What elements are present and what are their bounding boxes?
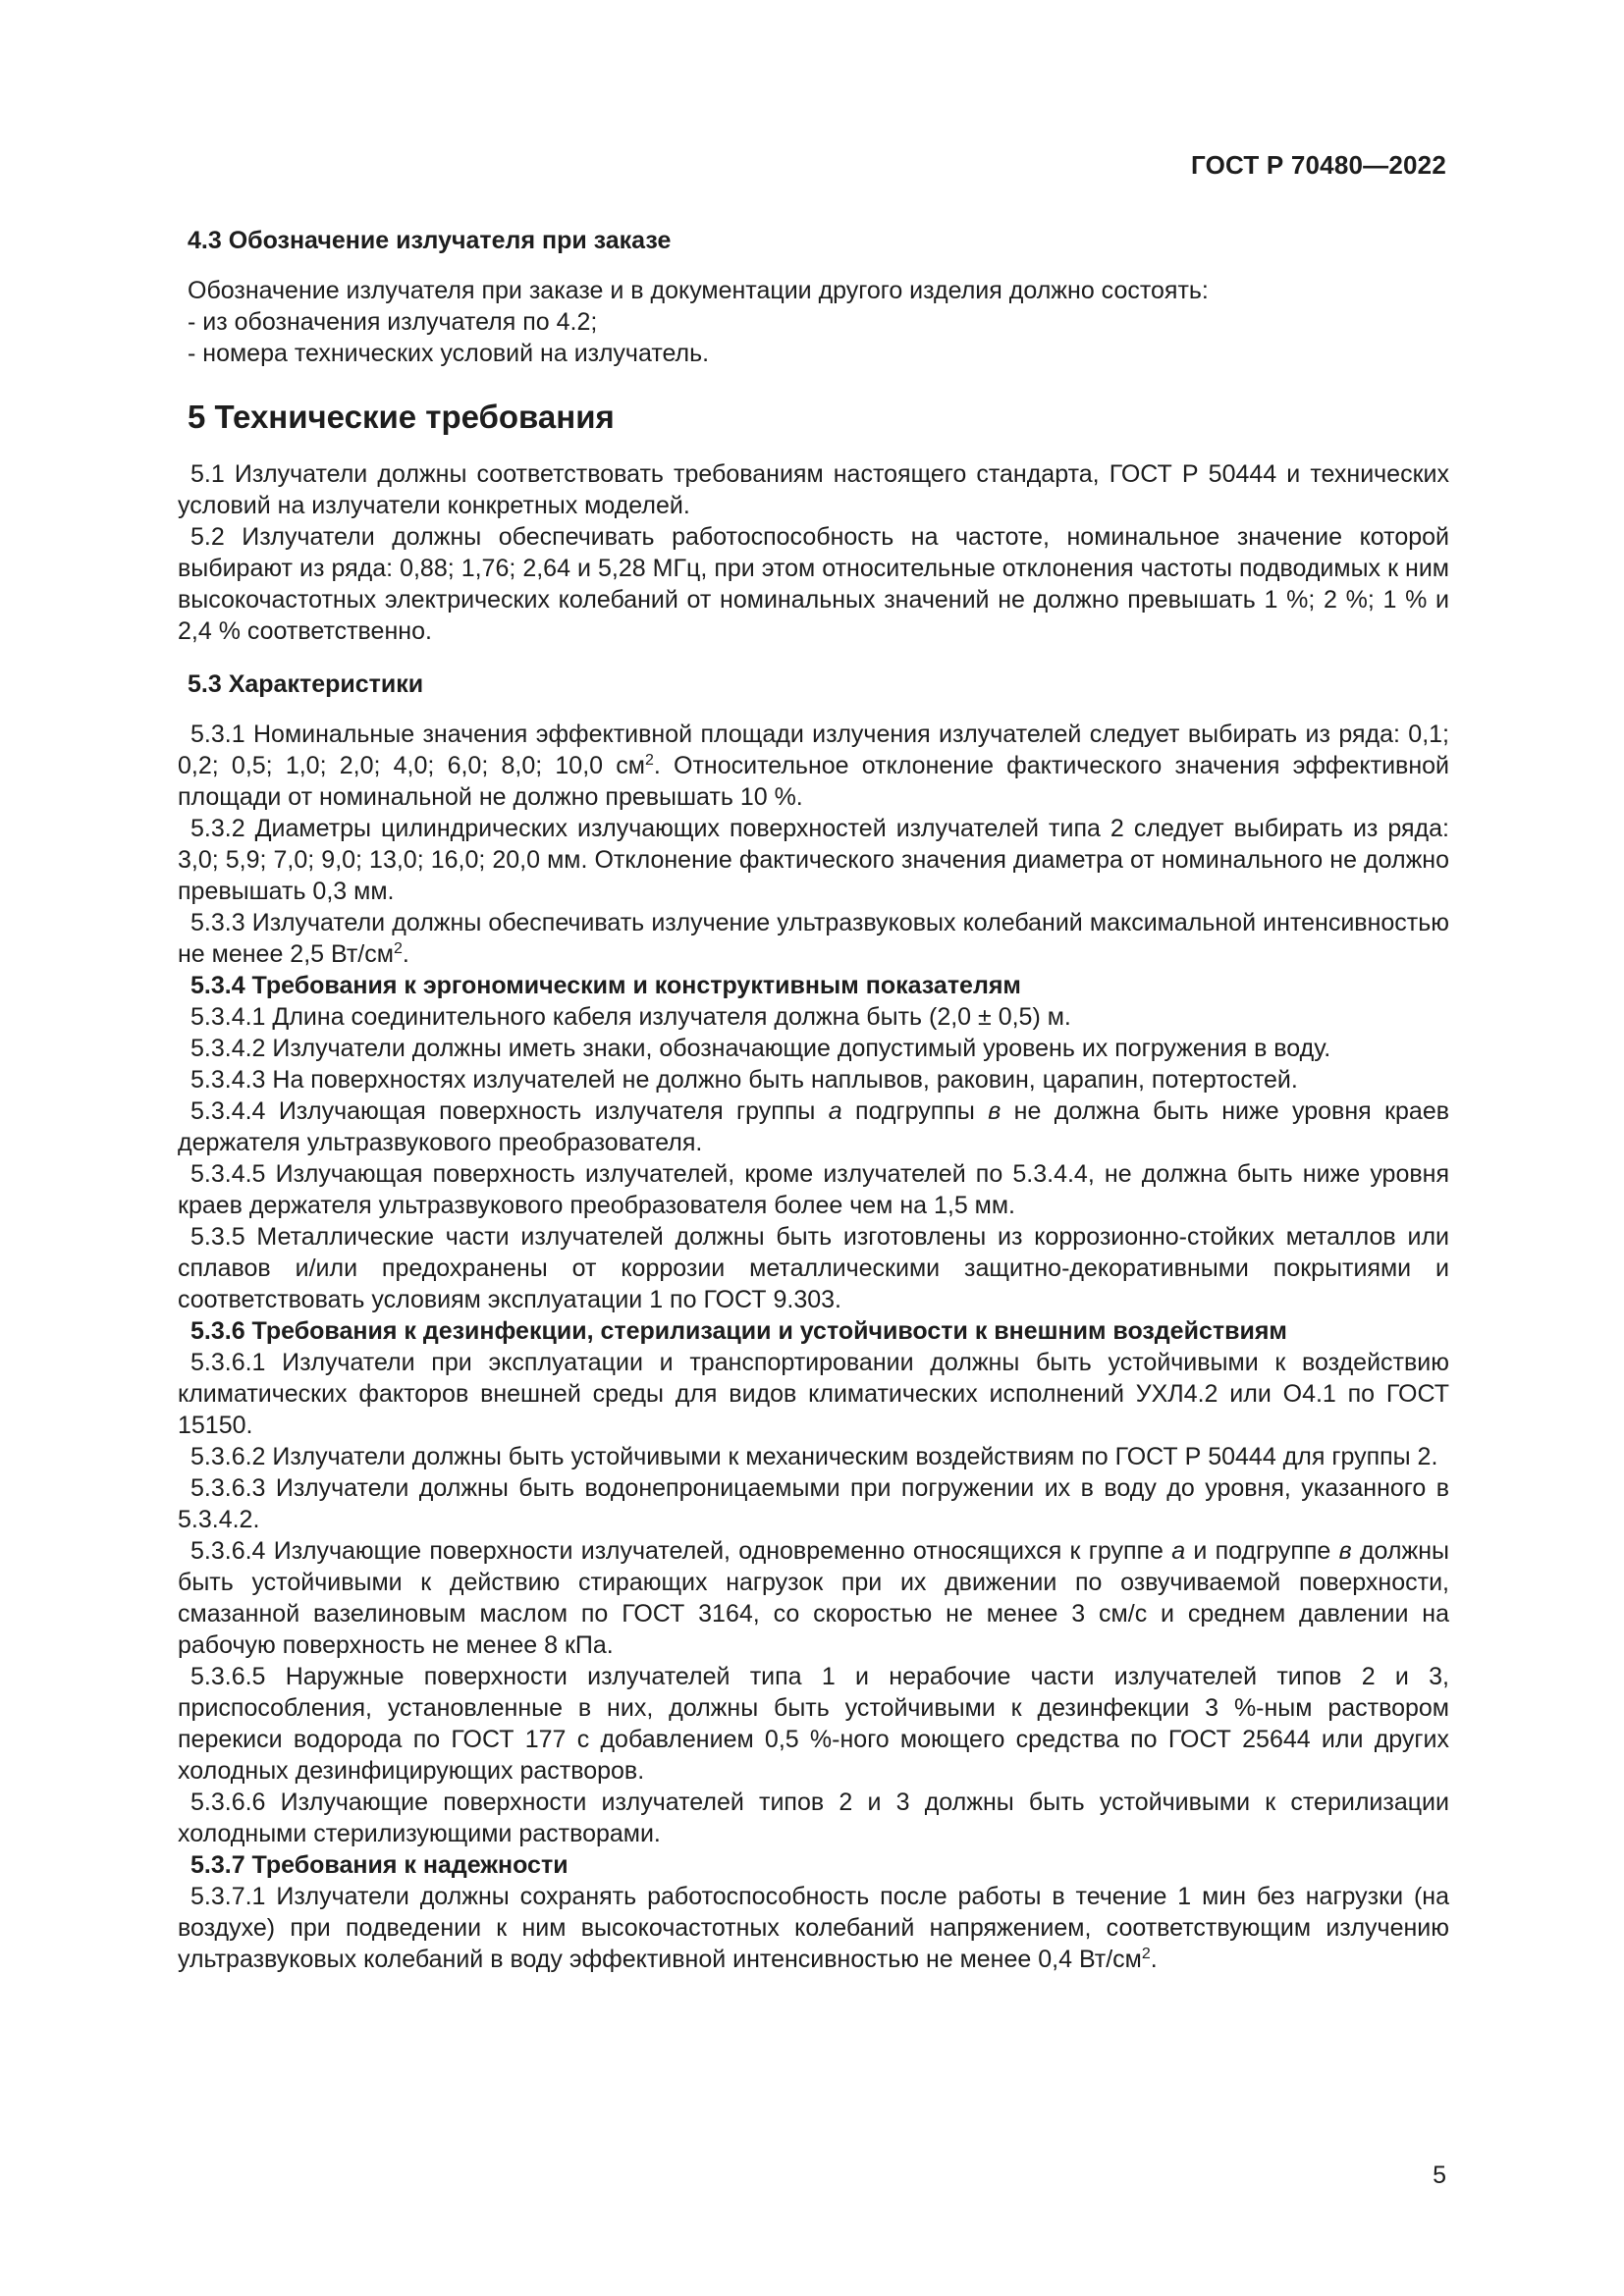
paragraph-text: .: [1150, 1946, 1158, 1973]
paragraph-5-3-6-1: 5.3.6.1 Излучатели при эксплуатации и транспортировании должны быть устойчивыми к воздействию климатических факторов внешней среды для видов климатических исполнений УХЛ4.2 или О4.1 по ГОСТ 15150.: [178, 1349, 1449, 1439]
page-content: [178, 225, 1449, 1975]
superscript: 2: [393, 940, 403, 957]
paragraph-5-3-4-2: 5.3.4.2 Излучатели должны иметь знаки, обозначающие допустимый уровень их погружения в воду.: [190, 1035, 1331, 1062]
paragraph-text: не должна быть ниже уровня краев держателя ультразвукового преобразователя.: [178, 1097, 1450, 1156]
paragraph-text: подгруппы: [841, 1097, 989, 1125]
section-5-3-6-heading: 5.3.6 Требования к дезинфекции, стерилизации и устойчивости к внешним воздействиям: [190, 1317, 1287, 1345]
paragraph-5-3-6-2: 5.3.6.2 Излучатели должны быть устойчивыми к механическим воздействиям по ГОСТ Р 50444 для группы 2.: [190, 1443, 1438, 1470]
document-code: ГОСТ Р 70480—2022: [1191, 150, 1446, 180]
section-5-3-7-heading: 5.3.7 Требования к надежности: [190, 1851, 568, 1879]
paragraph-5-3-4-4: [178, 1095, 1449, 1158]
section-5-3-heading: 5.3 Характеристики: [188, 670, 424, 698]
paragraph-5-3-4-5: 5.3.4.5 Излучающая поверхность излучателей, кроме излучателей по 5.3.4.4, не должна быть ниже уровня краев держателя ультразвукового преобразователя более чем на 1,5 мм.: [178, 1160, 1449, 1219]
italic-letter: а: [1171, 1537, 1186, 1565]
paragraph-5-3-3: [178, 907, 1449, 970]
paragraph-text: 5.3.3 Излучатели должны обеспечивать излучение ультразвуковых колебаний максимальной интенсивностью не менее 2,5 Вт/см: [178, 909, 1449, 968]
paragraph-text: и подгруппе: [1185, 1537, 1339, 1565]
italic-letter: а: [828, 1097, 842, 1125]
paragraph-text: должны быть устойчивыми к действию стирающих нагрузок при их движении по озвучиваемой поверхности, смазанной вазелиновым маслом по ГОСТ 3164, со скоростью не менее 3 см/с и среднем давлении на рабочую поверхность не менее 8 кПа.: [178, 1537, 1449, 1659]
paragraph-5-3-2: 5.3.2 Диаметры цилиндрических излучающих поверхностей излучателей типа 2 следует выбирать из ряда: 3,0; 5,9; 7,0; 9,0; 13,0; 16,0; 20,0 мм. Отклонение фактического значения диаметра от номинального не должно превышать 0,3 мм.: [178, 815, 1449, 905]
paragraph-text: 5.3.6.4 Излучающие поверхности излучателей, одновременно относящихся к группе: [190, 1537, 1172, 1565]
paragraph-5-3-1: [178, 719, 1449, 813]
superscript: 2: [1141, 1946, 1151, 1962]
paragraph-text: .: [402, 940, 409, 968]
paragraph-5-1: 5.1 Излучатели должны соответствовать требованиям настоящего стандарта, ГОСТ Р 50444 и технических условий на излучатели конкретных моделей.: [178, 460, 1449, 519]
section-5-heading: 5 Технические требования: [188, 399, 615, 435]
paragraph-5-3-4-1: 5.3.4.1 Длина соединительного кабеля излучателя должна быть (2,0 ± 0,5) м.: [190, 1003, 1071, 1031]
section-5-3-4-heading: 5.3.4 Требования к эргономическим и конструктивным показателям: [190, 972, 1021, 999]
italic-letter: в: [988, 1097, 1001, 1125]
paragraph-5-2: 5.2 Излучатели должны обеспечивать работоспособность на частоте, номинальное значение которой выбирают из ряда: 0,88; 1,76; 2,64 и 5,28 МГц, при этом относительные отклонения частоты подводимых к ним высокочастотных электрических колебаний от номинальных значений не должно превышать 1 %; 2 %; 1 % и 2,4 % соответственно.: [178, 523, 1449, 645]
paragraph-5-3-6-6: 5.3.6.6 Излучающие поверхности излучателей типов 2 и 3 должны быть устойчивыми к стерилизации холодными стерилизующими растворами.: [178, 1789, 1449, 1847]
paragraph-5-3-6-3: 5.3.6.3 Излучатели должны быть водонепроницаемыми при погружении их в воду до уровня, указанного в 5.3.4.2.: [178, 1474, 1449, 1533]
list-item: - номера технических условий на излучатель.: [188, 340, 710, 367]
paragraph-5-3-5: 5.3.5 Металлические части излучателей должны быть изготовлены из коррозионно-стойких металлов или сплавов и/или предохранены от коррозии металлическими защитно-декоративными покрытиями и соответствовать условиям эксплуатации 1 по ГОСТ 9.303.: [178, 1223, 1449, 1313]
section-4-3-heading: 4.3 Обозначение излучателя при заказе: [188, 227, 672, 254]
paragraph-text: 5.3.4.4 Излучающая поверхность излучателя группы: [190, 1097, 829, 1125]
paragraph-5-3-6-5: 5.3.6.5 Наружные поверхности излучателей типа 1 и нерабочие части излучателей типов 2 и 3, приспособления, установленные в них, должны быть устойчивыми к дезинфекции 3 %-ным раствором перекиси водорода по ГОСТ 177 с добавлением 0,5 %-ного моющего средства по ГОСТ 25644 или других холодных дезинфицирующих растворов.: [178, 1663, 1449, 1785]
section-4-3-intro: Обозначение излучателя при заказе и в документации другого изделия должно состоять:: [188, 277, 1209, 304]
page-number: 5: [1433, 2162, 1446, 2189]
paragraph-5-3-4-3: 5.3.4.3 На поверхностях излучателей не должно быть наплывов, раковин, царапин, потертостей.: [190, 1066, 1298, 1094]
paragraph-text: 5.3.7.1 Излучатели должны сохранять работоспособность после работы в течение 1 мин без нагрузки (на воздухе) при подведении к ним высокочастотных колебаний напряжением, соответствующим излучению ультразвуковых колебаний в воду эффективной интенсивностью не менее 0,4 Вт/см: [178, 1883, 1449, 1973]
italic-letter: в: [1338, 1537, 1352, 1565]
paragraph-5-3-6-4: [178, 1535, 1449, 1661]
paragraph-text: 5.3.1 Номинальные значения эффективной площади излучения излучателей следует выбирать из ряда: 0,1; 0,2; 0,5; 1,0; 2,0; 4,0; 6,0; 8,0; 10,0 см: [178, 721, 1449, 779]
paragraph-text: . Относительное отклонение фактического значения эффективной площади от номинальной не должно превышать 10 %.: [178, 752, 1449, 811]
list-item: - из обозначения излучателя по 4.2;: [188, 308, 598, 336]
paragraph-5-3-7-1: [178, 1881, 1449, 1975]
superscript: 2: [644, 752, 654, 769]
